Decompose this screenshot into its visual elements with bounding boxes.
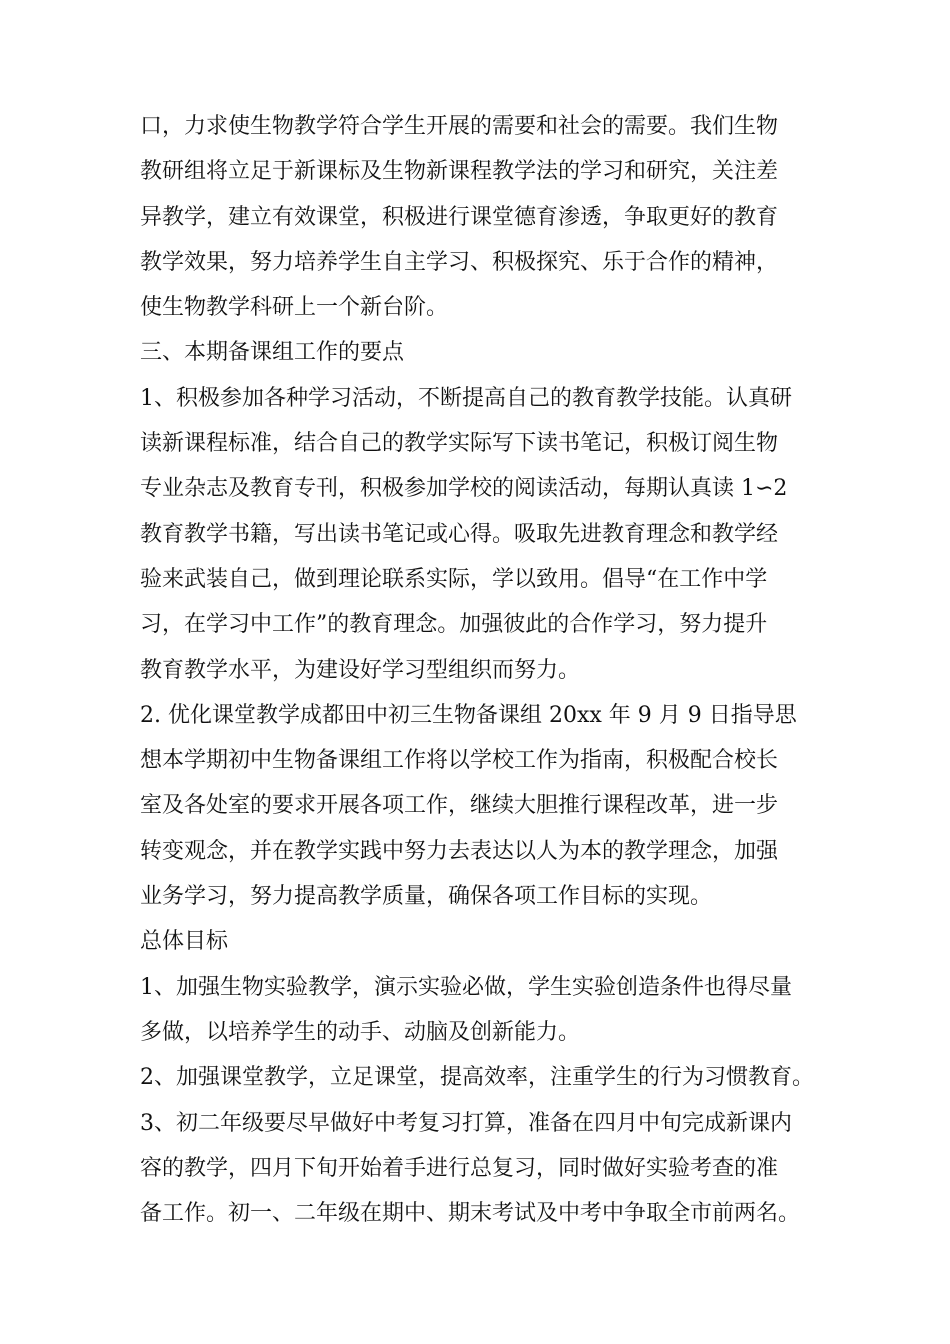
paragraph-line: 使生物教学科研上一个新台阶。 [140, 295, 449, 321]
paragraph-line: 室及各处室的要求开展各项工作，继续大胆推行课程改革，进一步 [140, 793, 779, 819]
paragraph-line: 1、加强生物实验教学，演示实验必做，学生实验创造条件也得尽量 [140, 974, 792, 1000]
paragraph-line: 2. 优化课堂教学成都田中初三生物备课组 20xx 年 9 月 9 日指导思 [140, 702, 797, 728]
paragraph-line: 业务学习，努力提高教学质量，确保各项工作目标的实现。 [140, 884, 713, 910]
paragraph-line: 想本学期初中生物备课组工作将以学校工作为指南，积极配合校长 [140, 748, 779, 774]
paragraph-line: 异教学，建立有效课堂，积极进行课堂德育渗透，争取更好的教育 [140, 204, 779, 230]
paragraph-line: 习，在学习中工作”的教育理念。加强彼此的合作学习，努力提升 [140, 612, 768, 638]
paragraph-line: 1、积极参加各种学习活动，不断提高自己的教育教学技能。认真研 [140, 385, 792, 411]
section-heading: 总体目标 [140, 929, 229, 955]
paragraph-line: 3、初二年级要尽早做好中考复习打算，准备在四月中旬完成新课内 [140, 1110, 792, 1136]
paragraph-line: 读新课程标准，结合自己的教学实际写下读书笔记，积极订阅生物 [140, 431, 779, 457]
document-body [140, 104, 820, 1236]
paragraph-line: 备工作。初一、二年级在期中、期末考试及中考中争取全市前两名。 [140, 1201, 801, 1227]
paragraph-line: 教育教学水平，为建设好学习型组织而努力。 [140, 657, 581, 683]
paragraph-line: 教育教学书籍，写出读书笔记或心得。吸取先进教育理念和教学经 [140, 521, 779, 547]
paragraph-line: 教研组将立足于新课标及生物新课程教学法的学习和研究，关注差 [140, 159, 779, 185]
paragraph-line: 多做，以培养学生的动手、动脑及创新能力。 [140, 1019, 581, 1045]
paragraph-line: 专业杂志及教育专刊，积极参加学校的阅读活动，每期认真读 1∽2 [140, 476, 788, 502]
paragraph-line: 容的教学，四月下旬开始着手进行总复习，同时做好实验考查的准 [140, 1155, 779, 1181]
section-heading: 三、本期备课组工作的要点 [140, 340, 405, 366]
paragraph-line: 验来武装自己，做到理论联系实际，学以致用。倡导“在工作中学 [140, 566, 768, 592]
paragraph-line: 2、加强课堂教学，立足课堂，提高效率，注重学生的行为习惯教育。 [140, 1065, 814, 1091]
paragraph-line: 口，力求使生物教学符合学生开展的需要和社会的需要。我们生物 [140, 114, 779, 139]
paragraph-line: 转变观念，并在教学实践中努力去表达以人为本的教学理念，加强 [140, 838, 779, 864]
paragraph-line: 教学效果，努力培养学生自主学习、积极探究、乐于合作的精神， [140, 249, 779, 275]
